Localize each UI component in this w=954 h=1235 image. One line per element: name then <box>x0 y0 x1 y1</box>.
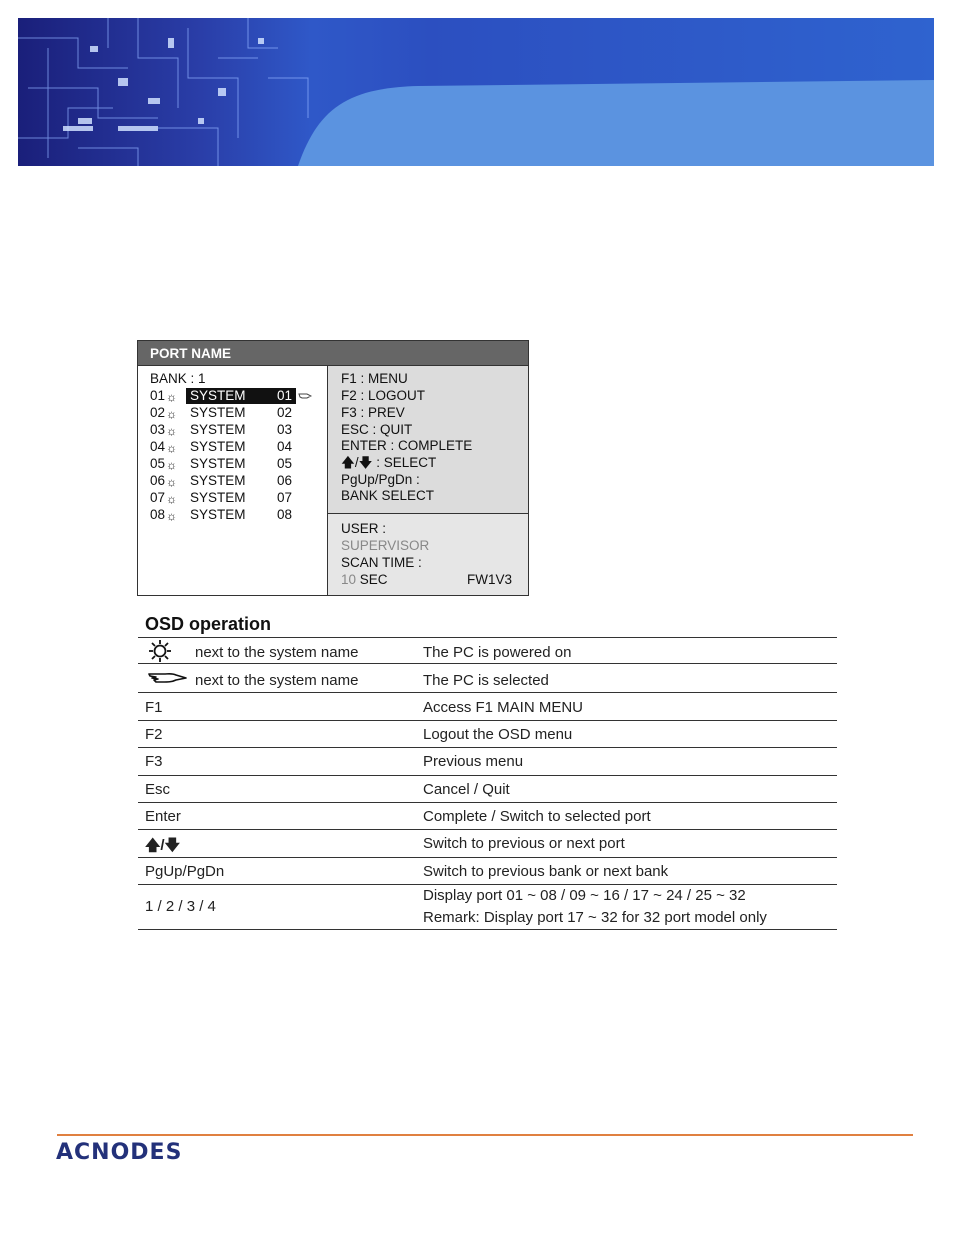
table-row <box>138 884 837 930</box>
header-banner <box>18 18 934 166</box>
sun-icon: ☼ <box>166 424 177 438</box>
scan-time-value <box>341 572 388 588</box>
row-key: 1 / 2 / 3 / 4 <box>145 898 216 915</box>
menu-item: BANK SELECT <box>341 488 435 503</box>
sun-icon: ☼ <box>166 407 177 421</box>
port-number: 06 <box>150 473 166 488</box>
port-row[interactable] <box>150 439 320 455</box>
sun-icon: ☼ <box>166 509 177 523</box>
pointing-hand-icon <box>298 391 312 401</box>
port-name: SYSTEM <box>190 456 246 471</box>
osd-header: PORT NAME <box>138 341 528 366</box>
port-row[interactable] <box>150 507 320 523</box>
sun-icon: ☼ <box>166 475 177 489</box>
circuit-board-graphic <box>18 18 934 166</box>
scan-time-label: SCAN TIME : <box>341 555 422 570</box>
port-code: 04 <box>277 439 293 454</box>
port-row[interactable] <box>150 422 320 438</box>
port-name: SYSTEM <box>190 473 246 488</box>
port-number: 05 <box>150 456 166 471</box>
sun-icon: ☼ <box>166 390 177 404</box>
scan-time-unit: SEC <box>359 572 388 587</box>
row-value: Switch to previous bank or next bank <box>423 863 669 880</box>
row-value: Switch to previous or next port <box>423 835 625 852</box>
sun-icon: ☼ <box>166 458 177 472</box>
menu-item: ENTER : COMPLETE <box>341 438 473 453</box>
port-number: 01 <box>150 388 166 403</box>
port-name: SYSTEM <box>190 422 246 437</box>
user-value: SUPERVISOR <box>341 538 430 553</box>
firmware-version: FW1V3 <box>467 572 513 587</box>
port-row[interactable] <box>150 473 320 489</box>
acnodes-logo: ACNODES <box>56 1140 183 1165</box>
osd-menu-panel <box>327 366 528 595</box>
row-value: The PC is selected <box>423 672 549 689</box>
menu-item: F3 : PREV <box>341 405 405 420</box>
port-row[interactable] <box>150 405 320 421</box>
row-value: Previous menu <box>423 753 524 770</box>
row-value: Access F1 MAIN MENU <box>423 699 584 716</box>
menu-item: 🡅/🡇 : SELECT <box>341 455 437 470</box>
row-key-description: next to the system name <box>195 672 359 689</box>
port-number: 04 <box>150 439 166 454</box>
port-code: 02 <box>277 405 293 420</box>
row-value: Logout the OSD menu <box>423 726 573 743</box>
port-row[interactable] <box>150 388 320 404</box>
table-row <box>138 829 837 857</box>
port-number: 02 <box>150 405 166 420</box>
row-key: Esc <box>145 781 171 798</box>
row-key: PgUp/PgDn <box>145 863 225 880</box>
port-code: 07 <box>277 490 293 505</box>
port-code: 01 <box>277 388 293 403</box>
port-code: 08 <box>277 507 293 522</box>
menu-item: ESC : QUIT <box>341 422 413 437</box>
table-row <box>138 663 837 692</box>
row-key-description: next to the system name <box>195 644 359 661</box>
row-value: Complete / Switch to selected port <box>423 808 651 825</box>
table-row <box>138 775 837 802</box>
row-key: F3 <box>145 753 163 770</box>
port-code: 06 <box>277 473 293 488</box>
menu-item: PgUp/PgDn : <box>341 472 420 487</box>
sun-icon: ☼ <box>166 441 177 455</box>
table-row <box>138 802 837 829</box>
row-key: F2 <box>145 726 163 743</box>
bank-label: BANK : 1 <box>150 371 206 386</box>
scan-time-number: 10 <box>341 572 357 587</box>
row-value: The PC is powered on <box>423 644 572 661</box>
port-number: 07 <box>150 490 166 505</box>
menu-item: F2 : LOGOUT <box>341 388 426 403</box>
row-value: Cancel / Quit <box>423 781 510 798</box>
section-title: OSD operation <box>145 614 272 634</box>
port-name: SYSTEM <box>190 507 246 522</box>
row-key: F1 <box>145 699 163 716</box>
row-remark: Remark: Display port 17 ~ 32 for 32 port model only <box>423 909 767 926</box>
table-row <box>138 720 837 747</box>
osd-status-panel <box>328 513 528 595</box>
port-name: SYSTEM <box>190 439 246 454</box>
pointing-hand-icon <box>148 670 188 686</box>
row-value: Display port 01 ~ 08 / 09 ~ 16 / 17 ~ 24 / 25 ~ 32 <box>423 887 746 904</box>
port-number: 03 <box>150 422 166 437</box>
table-row <box>138 692 837 720</box>
user-label: USER : <box>341 521 387 536</box>
osd-screen <box>137 340 529 596</box>
port-number: 08 <box>150 507 166 522</box>
osd-operation-table <box>138 637 837 930</box>
table-row <box>138 747 837 775</box>
footer-rule <box>57 1134 913 1136</box>
port-row[interactable] <box>150 456 320 472</box>
row-key: 🡅/🡇 <box>145 837 181 854</box>
port-row[interactable] <box>150 490 320 506</box>
table-row <box>138 857 837 884</box>
port-name: SYSTEM <box>190 388 246 403</box>
port-code: 03 <box>277 422 293 437</box>
row-key: Enter <box>145 808 181 825</box>
sun-icon <box>148 640 172 662</box>
port-list <box>138 366 327 595</box>
sun-icon: ☼ <box>166 492 177 506</box>
port-code: 05 <box>277 456 293 471</box>
menu-item: F1 : MENU <box>341 371 408 386</box>
port-name: SYSTEM <box>190 405 246 420</box>
table-row <box>138 637 837 663</box>
port-name: SYSTEM <box>190 490 246 505</box>
